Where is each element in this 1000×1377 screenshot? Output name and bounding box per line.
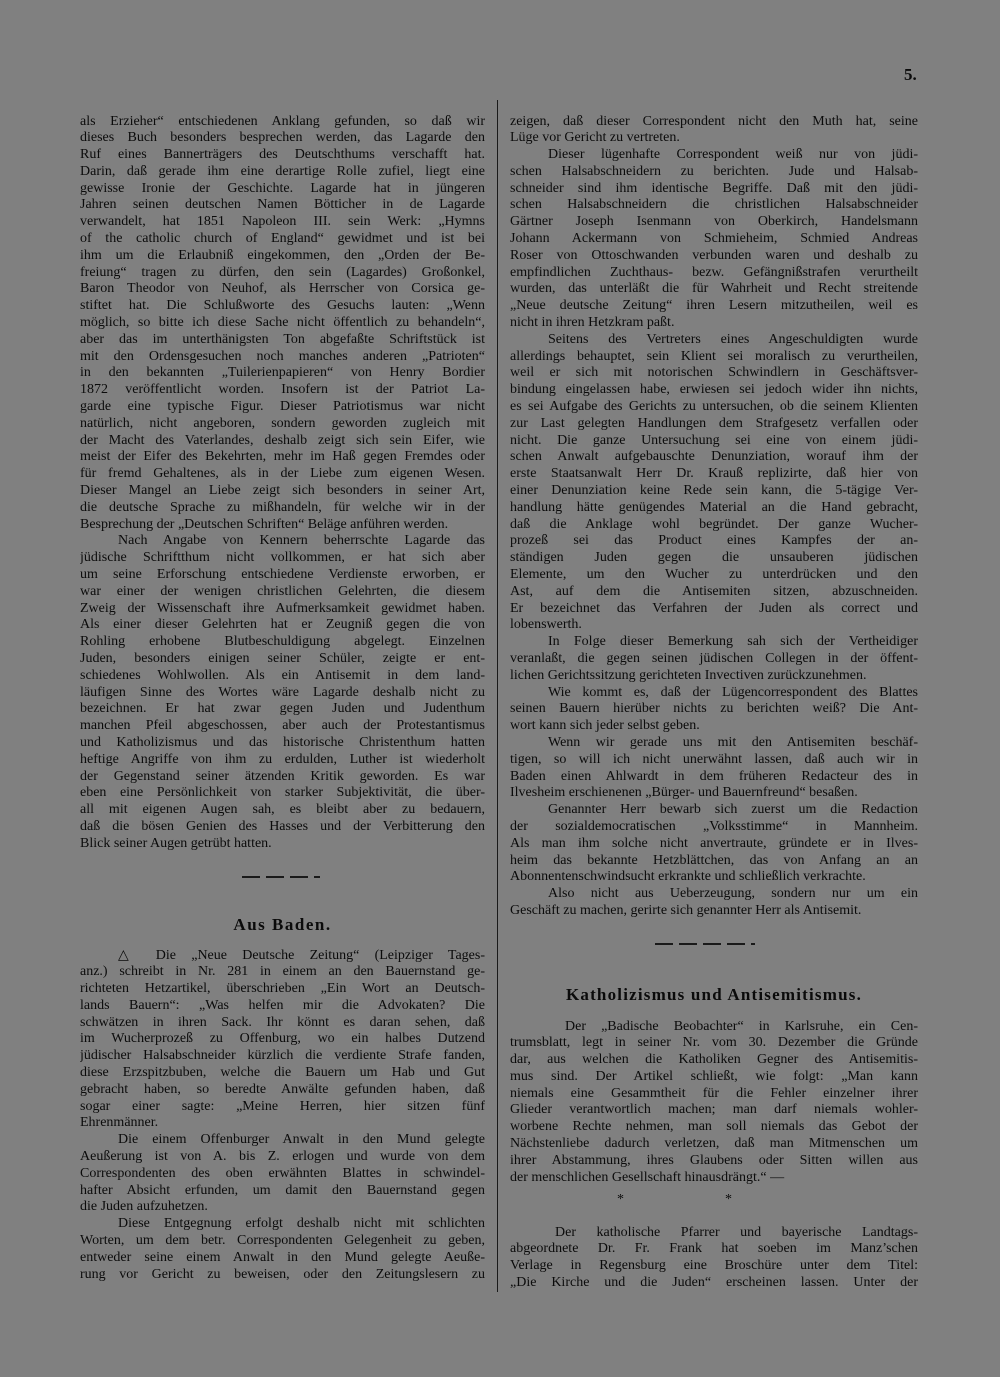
paragraph xyxy=(510,802,918,886)
paragraph xyxy=(510,1225,918,1292)
paragraph xyxy=(510,147,918,332)
text-line: Er bezeichnet das Verfahren der Juden als correct und xyxy=(510,600,918,616)
text-line: Der „Badische Beobachter“ in Karlsruhe, ein Cen- xyxy=(565,1018,918,1034)
text-line: „Die Kirche und die Juden“ erscheinen lassen. Unter der xyxy=(510,1274,918,1290)
text-line: Rohling erhobene Blutbeschuldigung abgelegt. Einzelnen xyxy=(80,634,485,650)
text-line: nicht in ihren Hetzkram paßt. xyxy=(510,315,675,331)
text-line: garde eine typische Figur. Dieser Patriotismus war nicht xyxy=(80,399,485,415)
text-line: zur Last gelegten Handlungen dem Strafgesetz verfallen oder xyxy=(510,415,918,431)
text-line: niemals eine Gesammtheit für die Fehler einzelner ihrer xyxy=(510,1085,918,1101)
text-line: schen Halsabschneidern die christlichen Halsabschneider xyxy=(510,197,918,213)
text-line: eben eine Persönlichkeit von starker Subjektivität, die über- xyxy=(80,785,485,801)
text-line: Geschäft zu machen, gerirte sich genannter Herr als Antisemit. xyxy=(510,902,862,918)
text-line: Als man ihm solche nicht anvertraute, gründete er in Ilves- xyxy=(510,835,918,851)
text-line: schiedenes Wohlwollen. Als ein Antisemit in dem land- xyxy=(80,667,485,683)
paragraph xyxy=(80,1216,485,1283)
text-line: Ilvesheim erschienenen „Bürger- und Bauernfreund“ besaßen. xyxy=(510,785,858,801)
text-line: rung vor Gericht zu beweisen, oder den Zeitungslesern zu xyxy=(80,1266,485,1282)
text-line: richteten Hetzartikel, überschrieben „Ein Wort an Deutsch- xyxy=(80,981,485,997)
text-line: „Neue deutsche Zeitung“ ihren Lesern mitzutheilen, weil es xyxy=(510,298,918,314)
text-line: all mit eigenen Augen sah, es bleibt aber zu bedauern, xyxy=(80,802,485,818)
text-line: Juden, besonders einigen seiner Schüler, zeigte er ent- xyxy=(80,651,485,666)
paragraph xyxy=(80,533,485,852)
heading-aus-baden: Aus Baden. xyxy=(233,915,332,934)
text-line: abgeordnete Dr. Fr. Frank hat soeben im Manz’schen xyxy=(510,1241,918,1257)
text-line: ihrer Abstammung, ihres Glaubens oder Sitten willen aus xyxy=(510,1152,918,1168)
text-line: lobenswerth. xyxy=(510,617,582,633)
text-line: △ Die „Neue Deutsche Zeitung“ (Leipziger Tages- xyxy=(118,947,485,963)
text-line: Also nicht aus Ueberzeugung, sondern nur um ein xyxy=(548,886,918,902)
text-line: Wenn wir gerade uns mit den Antisemiten beschäf- xyxy=(548,734,918,750)
lagarde-article xyxy=(80,114,485,853)
text-line: im Wucherprozeß zu Offenburg, wo ein halbes Dutzend xyxy=(80,1031,485,1047)
text-line: heftige Angriffe von ihm zu erdulden, Luther ist wiederholt xyxy=(80,751,485,767)
text-line: die Juden aufzuhetzen. xyxy=(80,1199,208,1215)
text-line: war einer der wenigen christlichen Gelehrten, die diesem xyxy=(80,583,485,599)
paragraph xyxy=(510,1019,918,1187)
text-line: trumsblatt, legt in seiner Nr. vom 30. Dezember die Gründe xyxy=(510,1035,918,1051)
text-line: der Macht des Vaterlandes, deshalb zeigt sich sein Eifer, wie xyxy=(80,432,485,448)
text-line: als Erzieher“ entschiedenen Anklang gefunden, so daß wir xyxy=(80,113,485,129)
text-line: ihm um die Erlaubniß eingekommen, den „Orden der Be- xyxy=(80,247,485,263)
paragraph xyxy=(510,685,918,735)
text-line: Lüge vor Gericht zu vertreten. xyxy=(510,130,680,146)
text-line: tigen, so will ich nicht unerwähnt lassen, daß auch wir in xyxy=(510,751,918,767)
text-line: schneider sind ihm identische Begriffe. Daß mit den jüdi- xyxy=(510,180,918,196)
text-line: sogar einer sagte: „Meine Herren, hier sitzen fünf xyxy=(80,1098,485,1114)
text-line: Wie kommt es, daß der Lügencorrespondent des Blattes xyxy=(548,684,918,700)
text-line: Gärtner Joseph Isenmann von Oberkirch, Handelsmann xyxy=(510,214,918,230)
paragraph xyxy=(510,735,918,802)
text-line: daß die bösen Genien des Hasses und der Verbitterung den xyxy=(80,818,485,834)
text-line: verwandelt, hat 1851 Napoleon III. sein Werk: „Hymns xyxy=(80,214,485,230)
text-line: mus sind. Der Artikel schließt, wie folgt: „Man kann xyxy=(510,1068,918,1084)
text-line: wurden, das unterläßt die für Wahrheit und Recht streitende xyxy=(510,281,918,297)
text-line: schen Halsabschneidern zu berichten. Jude und Halsab- xyxy=(510,163,918,179)
text-line: allerdings behauptet, sein Klient sei moralisch zu verurtheilen, xyxy=(510,348,918,364)
frank-note-article xyxy=(510,1225,918,1292)
text-line: Verlage in Regensburg eine Broschüre unter dem Titel: xyxy=(510,1258,918,1274)
text-line: Besprechung der „Deutschen Schriften“ Beläge anführen werden. xyxy=(80,516,449,532)
text-line: empfindlichen Zuchthaus- bezw. Gefängnißstrafen verurtheilt xyxy=(510,264,918,280)
text-line: möglich, so bitte ich diese Sache nicht öffentlich zu behandeln“, xyxy=(80,315,485,331)
text-line: jüdische Schriftthum nicht vollkommen, er hat sich aber xyxy=(80,550,485,566)
text-line: Ehrenmänner. xyxy=(80,1115,159,1131)
text-line: gebracht haben, so beredte Anwälte gefunden haben, daß xyxy=(80,1081,485,1097)
text-line: 1872 veröffentlicht worden. Insofern ist der Patriot La- xyxy=(80,382,485,398)
text-line: Glieder verantwortlich machen; man darf niemals wohler- xyxy=(510,1102,918,1118)
text-line: ständigen Juden gegen die unsauberen jüdischen xyxy=(510,550,918,566)
text-line: of the catholic church of England“ gewidmet und ist bei xyxy=(80,231,485,247)
text-line: In Folge dieser Bemerkung sah sich der Vertheidiger xyxy=(548,634,918,650)
text-line: Nach Angabe von Kennern beherrschte Lagarde das xyxy=(118,533,485,549)
text-line: einer Denunziation keine Rede sein kann, die 5-tägige Ver- xyxy=(510,483,918,499)
text-line: lichen Gerichtssitzung gerichteten Invectiven zurückzunehmen. xyxy=(510,667,867,683)
text-line: Der katholische Pfarrer und bayerische Landtags- xyxy=(555,1224,918,1240)
text-line: Darin, daß gerade ihm eine derartige Rolle zufiel, liegt eine xyxy=(80,163,485,179)
text-line: Die einem Offenburger Anwalt in den Mund gelegte xyxy=(118,1132,485,1148)
text-line: prozeß sei das Product eines Kampfes der an- xyxy=(510,533,918,549)
text-line: Baden einen Ahlwardt in dem früheren Redacteur des in xyxy=(510,768,918,784)
text-line: Ast, auf dem die Antisemiten sitzen, abzuschneiden. xyxy=(510,583,918,599)
text-line: diese Erzspitzbuben, welche die Bauern um Hab und Gut xyxy=(80,1065,485,1081)
heading-katholizismus: Katholizismus und Antisemitismus. xyxy=(565,985,863,1004)
text-line: zeigen, daß dieser Correspondent nicht den Muth hat, seine xyxy=(510,113,918,129)
asterisk-separator: * xyxy=(617,1192,624,1207)
text-line: bindung eingelassen habe, erwiesen sei jedoch wider ihn nichts, xyxy=(510,382,918,398)
text-line: erste Staatsanwalt Herr Dr. Krauß replizirte, daß hier von xyxy=(510,466,918,482)
text-line: Roser von Ottoschwanden verbunden waren und deshalb zu xyxy=(510,247,918,263)
text-line: gewisse Ironie der Geschichte. Lagarde hat in jüngeren xyxy=(80,180,485,196)
text-line: wort kann sich jeder selbst geben. xyxy=(510,718,700,734)
text-line: schwätzen in ihren Sack. Ihr könnt es daran sehen, daß xyxy=(80,1014,485,1030)
text-line: Seitens des Vertreters eines Angeschuldigten wurde xyxy=(548,331,918,347)
asterisk-separator: * xyxy=(725,1192,732,1207)
text-line: Worten, um dem betr. Correspondenten Gelegenheit zu geben, xyxy=(80,1233,485,1249)
paragraph xyxy=(80,1132,485,1216)
text-line: jüdischer Halsabschneider kürzlich die verdiente Strafe fanden, xyxy=(80,1048,485,1064)
text-line: nicht. Die ganze Untersuchung sei eine von einem jüdi- xyxy=(510,432,918,448)
text-line: und Katholizismus und das historische Christenthum hatten xyxy=(80,734,485,750)
article-separator xyxy=(655,943,755,945)
text-line: bezeichnen. Er hat zwar gegen Juden und Judenthum xyxy=(80,701,485,717)
text-line: der Gegenstand seiner ätzenden Kritik geworden. Es war xyxy=(80,768,485,784)
text-line: es sei Aufgabe des Gerichts zu untersuchen, ob die seinem Klienten xyxy=(510,399,918,415)
text-line: die deutsche Sprache zu mißhandeln, für welche wir in der xyxy=(80,499,485,515)
paragraph xyxy=(510,886,918,920)
column-rule xyxy=(497,100,498,1292)
article-separator xyxy=(242,876,320,878)
text-line: handlung hätte genügendes Material an die Hand gebracht, xyxy=(510,499,918,515)
text-line: heim das bekannte Hetzblättchen, das von Anfang an an xyxy=(510,852,918,868)
text-line: aber das im unterthänigsten Ton abgefaßte Schriftstück ist xyxy=(80,331,485,347)
text-line: Johann Ackermann von Schmieheim, Schmied Andreas xyxy=(510,231,918,247)
katholizismus-article xyxy=(510,1019,918,1187)
text-line: läufigen Sinne des Wortes wäre Lagarde deshalb nicht zu xyxy=(80,684,485,700)
text-line: freiung“ tragen zu dürfen, den sein (Lagardes) Großonkel, xyxy=(80,264,485,280)
text-line: um seine Erforschung entschiedene Verdienste erworben, er xyxy=(80,567,485,583)
text-line: Als einer dieser Gelehrten hat er Zeugniß gegen die von xyxy=(80,617,485,633)
text-line: anz.) schreibt in Nr. 281 in einem an den Bauernstand ge- xyxy=(80,964,485,980)
text-line: lands Bauern“: „Was helfen mir die Advokaten? Die xyxy=(80,997,485,1013)
paragraph xyxy=(510,332,918,634)
text-line: in den bekannten „Tuilerienpapieren“ von Henry Bordier xyxy=(80,365,485,381)
text-line: Nächstenliebe dadurch verletzen, daß man Mitmenschen um xyxy=(510,1136,918,1152)
text-line: worbene Rechte nehmen, man soll niemals das Gebot der xyxy=(510,1119,918,1135)
text-line: Dieser lügenhafte Correspondent weiß nur von jüdi- xyxy=(548,147,918,163)
text-line: der menschlichen Gesellschaft hinausdrängt.“ — xyxy=(510,1169,785,1185)
text-line: dieses Buch besonders besprechen werden, das Lagarde den xyxy=(80,130,485,146)
text-line: Ruf eines Bannerträgers des Deutschthums verschafft hat. xyxy=(80,147,485,163)
text-line: Dieser Mangel an Liebe zeigt sich besonders in seiner Art, xyxy=(80,483,485,499)
text-line: schen Anwalt aufgebauschte Denunziation, worauf ihm der xyxy=(510,449,918,465)
text-line: veranlaßt, die gegen seinen jüdischen Collegen in der öffent- xyxy=(510,651,918,666)
text-line: entweder seine einem Anwalt in den Mund gelegte Aeuße- xyxy=(80,1249,485,1265)
page-number: 5. xyxy=(904,65,917,84)
text-line: Abonnentenschwindsucht erkrankte und schließlich verkrachte. xyxy=(510,869,866,885)
paragraph xyxy=(80,948,485,1133)
aus-baden-article-right xyxy=(510,114,918,920)
text-line: manchen Pfeil abgeschossen, aber auch der Protestantismus xyxy=(80,718,485,734)
text-line: dar, aus welchen die Katholiken Gegner des Antisemitis- xyxy=(510,1052,918,1068)
text-line: hafter Absicht erfunden, um damit den Bauernstand gegen xyxy=(80,1182,485,1198)
text-line: Blick seiner Augen getrübt hatten. xyxy=(80,835,272,851)
text-line: meist der Eifer des Bekehrten, mehr im Haß gegen Fremdes oder xyxy=(80,449,485,465)
text-line: Diese Entgegnung erfolgt deshalb nicht mit schlichten xyxy=(118,1216,485,1232)
text-line: Zweig der Wissenschaft ihre Aufmerksamkeit gewidmet haben. xyxy=(80,600,485,616)
text-line: Genannter Herr bewarb sich zuerst um die Redaction xyxy=(548,802,918,818)
text-line: mit den Ordensgesuchen noch manches anderen „Patrioten“ xyxy=(80,348,485,364)
text-line: Aeußerung ist von A. bis Z. erlogen und wurde von dem xyxy=(80,1149,485,1165)
text-line: Elemente, um den Wucher zu unterdrücken und den xyxy=(510,567,918,583)
text-line: natürlich, nicht angeboren, sondern geworden zugleich mit xyxy=(80,415,485,431)
text-line: daß die Anklage wohl begründet. Der ganze Wucher- xyxy=(510,516,918,532)
text-line: Jahren seinen deutschen Namen Bötticher in de Lagarde xyxy=(80,197,485,213)
text-line: für fremd Gehaltenes, als in der Liebe zum eigenen Wesen. xyxy=(80,466,485,482)
paragraph xyxy=(510,114,918,148)
text-line: der sozialdemocratischen „Volksstimme“ in Mannheim. xyxy=(510,818,918,834)
aus-baden-article-left xyxy=(80,948,485,1284)
text-line: weil er sich mit notorischen Schwindlern in Geschäftsver- xyxy=(510,365,918,381)
text-line: Correspondenten des oben erwähnten Blattes in schwindel- xyxy=(80,1165,485,1181)
text-line: seinen Bauern hierüber nichts zu berichten weiß? Die Ant- xyxy=(510,701,918,717)
text-line: stiftet hat. Die Schlußworte des Gesuchs lauten: „Wenn xyxy=(80,298,485,314)
text-line: Baron Theodor von Neuhof, als Herrscher von Corsica ge- xyxy=(80,281,485,297)
paragraph xyxy=(80,114,485,534)
paragraph xyxy=(510,634,918,684)
